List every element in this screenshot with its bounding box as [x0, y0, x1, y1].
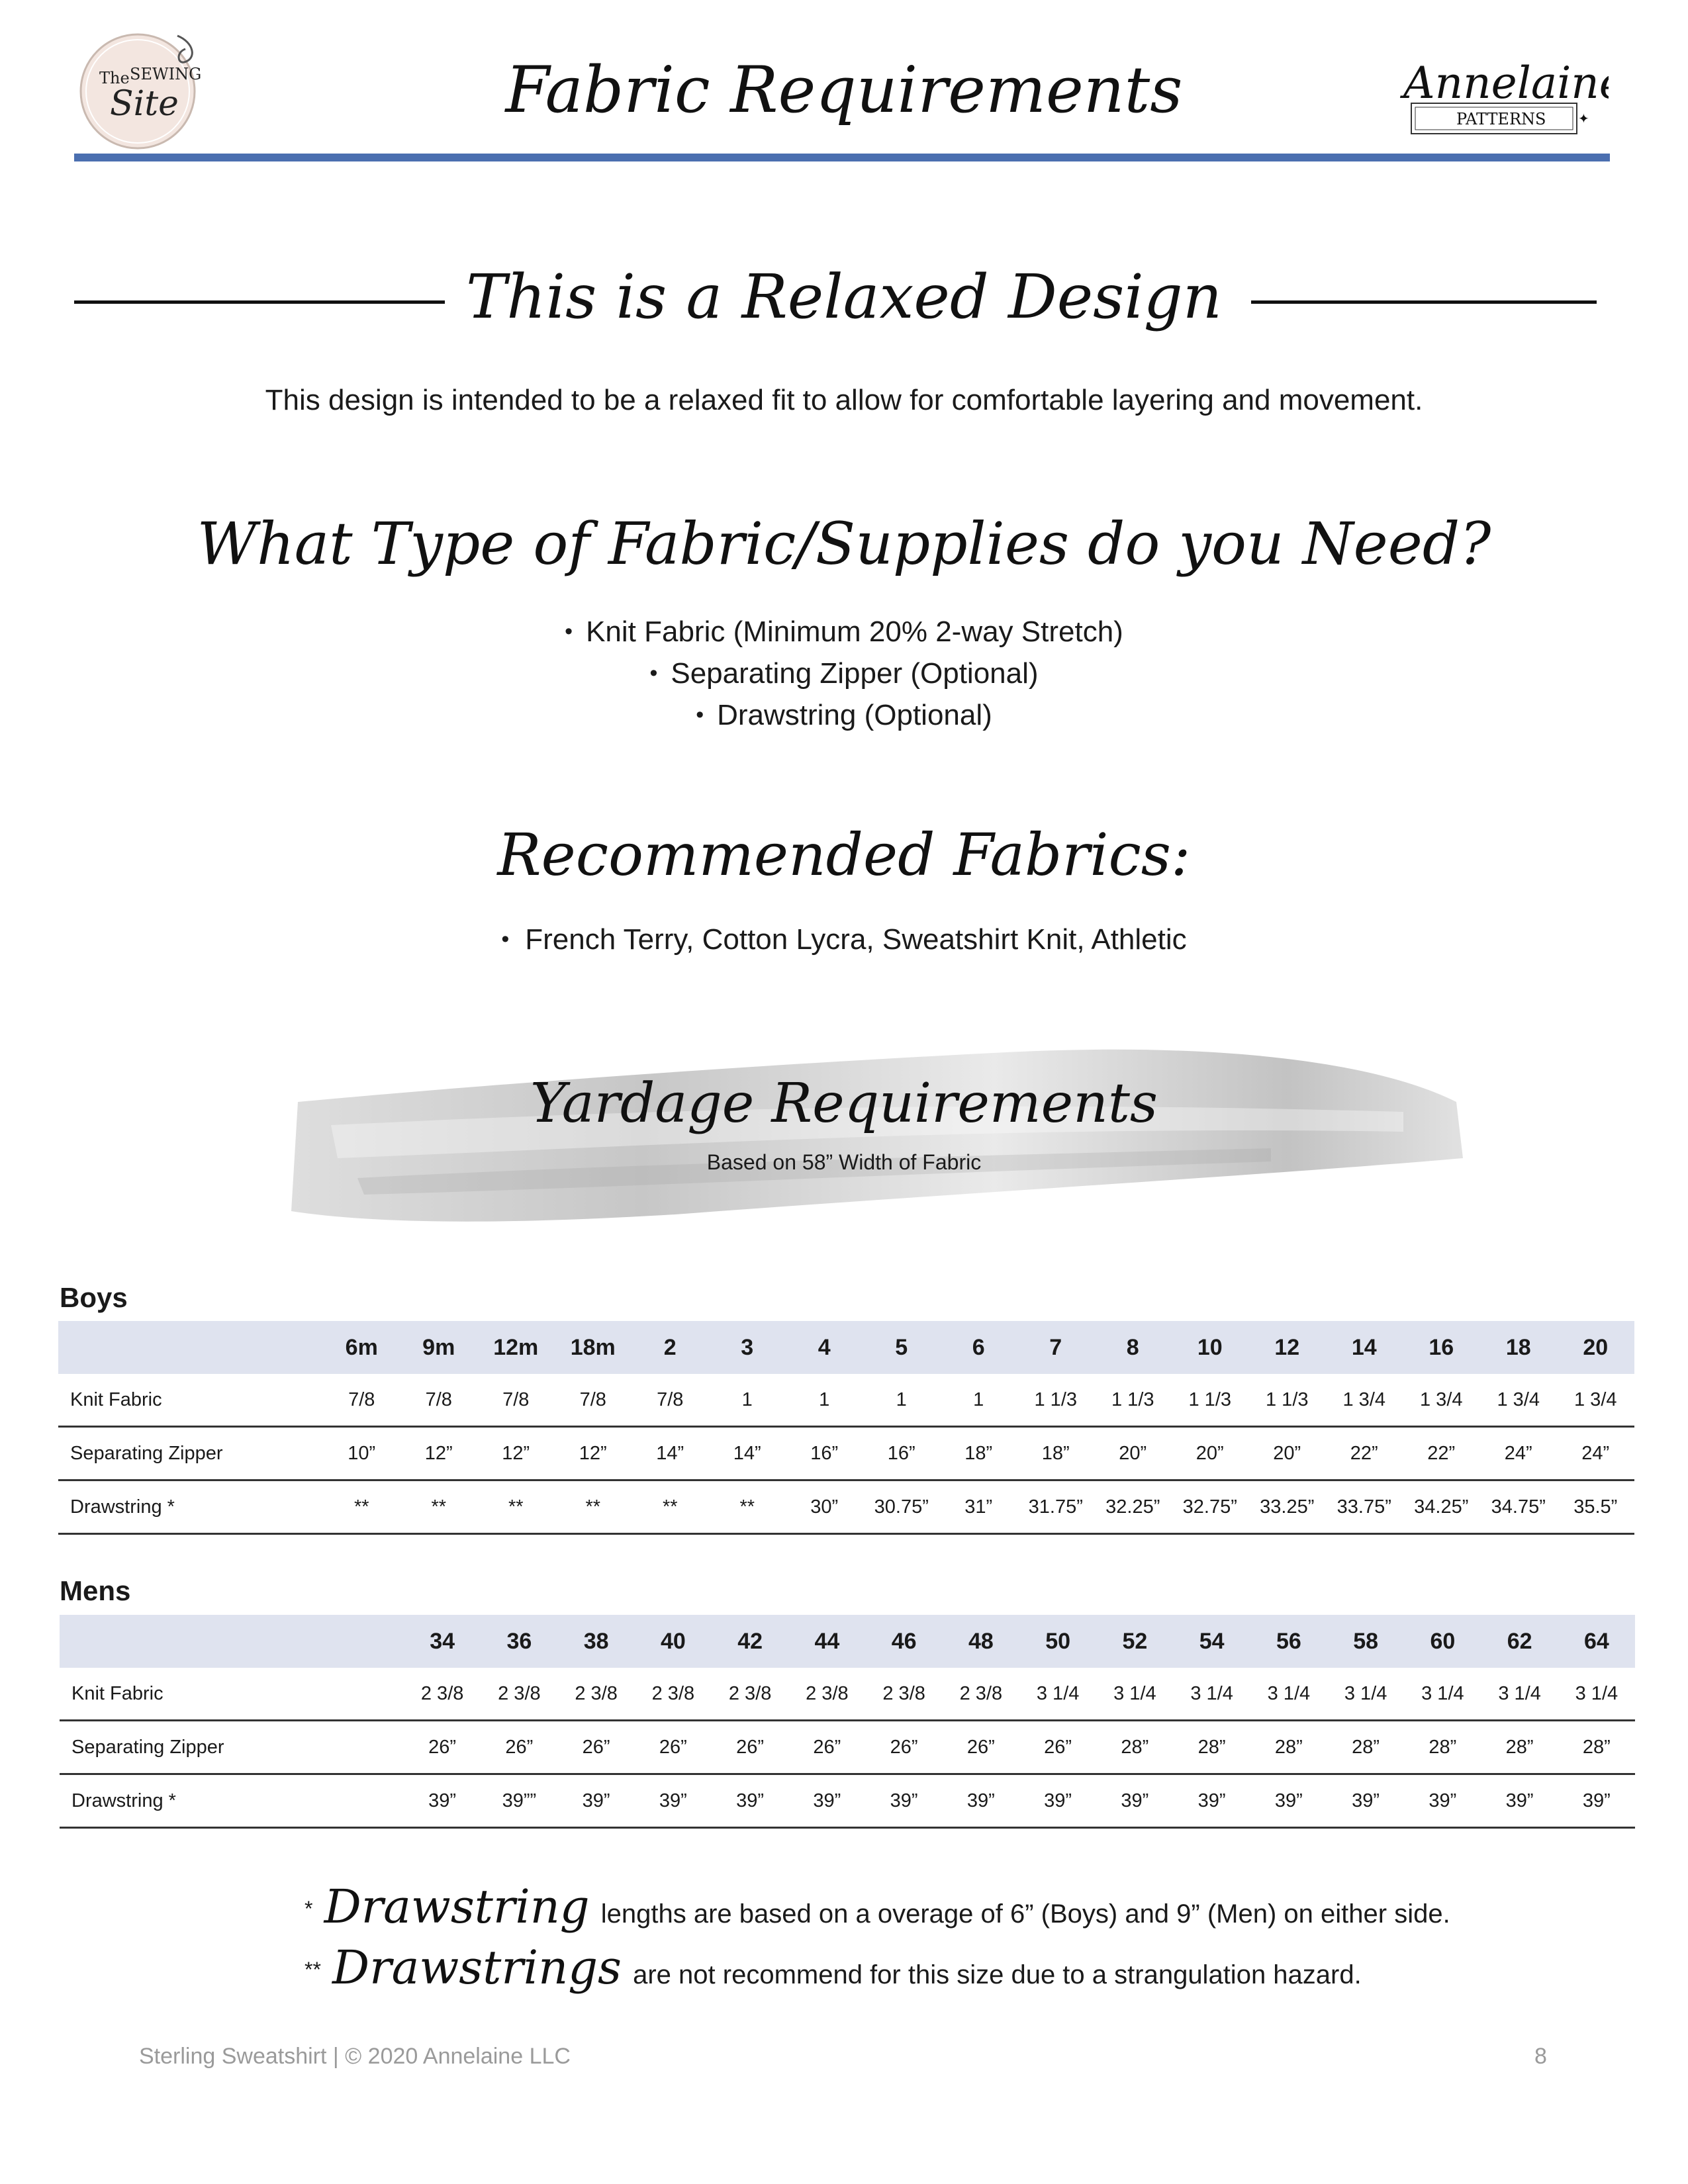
table-cell: 32.25” — [1094, 1480, 1172, 1534]
table-cell: 39”” — [481, 1774, 557, 1828]
annelaine-patterns-logo — [1397, 40, 1609, 139]
relaxed-design-description: This design is intended to be a relaxed fit to allow for comfortable layering and movement. — [265, 384, 1423, 416]
size-header: 6 — [940, 1321, 1017, 1374]
table-cell: 16” — [786, 1427, 863, 1480]
list-item: • Knit Fabric (Minimum 20% 2-way Stretch) — [0, 612, 1688, 654]
size-header: 12m — [477, 1321, 555, 1374]
table-cell: 2 3/8 — [404, 1668, 481, 1721]
table-row — [60, 1721, 1635, 1774]
table-cell: 7/8 — [400, 1374, 478, 1427]
size-header: 50 — [1019, 1615, 1096, 1668]
row-label: Drawstring * — [60, 1774, 404, 1828]
divider-right — [1251, 300, 1597, 304]
table-row — [60, 1774, 1635, 1828]
size-header: 60 — [1404, 1615, 1481, 1668]
table-cell: 7/8 — [477, 1374, 555, 1427]
size-header: 8 — [1094, 1321, 1172, 1374]
logo-the: The — [99, 69, 130, 87]
table-cell: 12” — [477, 1427, 555, 1480]
row-label: Drawstring * — [58, 1480, 323, 1534]
table-cell: 2 3/8 — [558, 1668, 635, 1721]
relaxed-design-heading: This is a Relaxed Design — [466, 261, 1222, 332]
header-blank — [58, 1321, 323, 1374]
table-cell: 1 3/4 — [1326, 1374, 1403, 1427]
table-cell: 24” — [1557, 1427, 1634, 1480]
table-row — [58, 1374, 1634, 1427]
supplies-heading: What Type of Fabric/Supplies do you Need? — [197, 510, 1491, 578]
size-header: 14 — [1326, 1321, 1403, 1374]
table-cell: 3 1/4 — [1250, 1668, 1327, 1721]
table-cell: 30.75” — [863, 1480, 941, 1534]
table-cell: 22” — [1326, 1427, 1403, 1480]
table-cell: 39” — [1174, 1774, 1250, 1828]
table-header-row — [60, 1615, 1635, 1668]
note-text: are not recommend for this size due to a strangulation hazard. — [633, 1960, 1362, 1989]
size-header: 12 — [1248, 1321, 1326, 1374]
size-header: 52 — [1096, 1615, 1173, 1668]
yardage-subtitle: Based on 58” Width of Fabric — [706, 1150, 982, 1174]
size-header: 62 — [1481, 1615, 1558, 1668]
logo-patterns: PATTERNS — [1456, 110, 1546, 128]
table-cell: 10” — [323, 1427, 400, 1480]
divider-left — [74, 300, 445, 304]
size-header: 48 — [943, 1615, 1019, 1668]
table-cell: 26” — [404, 1721, 481, 1774]
table-cell: 20” — [1172, 1427, 1249, 1480]
table-cell: 2 3/8 — [481, 1668, 557, 1721]
size-header: 7 — [1017, 1321, 1095, 1374]
table-cell: 18” — [1017, 1427, 1095, 1480]
logo-annelaine: Annelaine — [1403, 58, 1609, 109]
table-cell: 16” — [863, 1427, 941, 1480]
table-cell: 3 1/4 — [1327, 1668, 1404, 1721]
table-cell: 39” — [1481, 1774, 1558, 1828]
table-cell: 26” — [866, 1721, 943, 1774]
table-cell: 39” — [1019, 1774, 1096, 1828]
boys-yardage-table — [58, 1321, 1634, 1535]
size-header: 38 — [558, 1615, 635, 1668]
table-cell: ** — [632, 1480, 709, 1534]
size-header: 4 — [786, 1321, 863, 1374]
size-header: 42 — [712, 1615, 788, 1668]
table-cell: 2 3/8 — [943, 1668, 1019, 1721]
size-header: 16 — [1403, 1321, 1480, 1374]
table-cell: 39” — [558, 1774, 635, 1828]
table-cell: 2 3/8 — [712, 1668, 788, 1721]
table-cell: 3 1/4 — [1558, 1668, 1635, 1721]
size-header: 5 — [863, 1321, 941, 1374]
table-cell: 7/8 — [555, 1374, 632, 1427]
size-header: 6m — [323, 1321, 400, 1374]
table-cell: 26” — [943, 1721, 1019, 1774]
table-cell: 18” — [940, 1427, 1017, 1480]
table-cell: 2 3/8 — [788, 1668, 865, 1721]
list-item: • French Terry, Cotton Lycra, Sweatshirt Knit, Athletic — [501, 923, 1186, 956]
table-cell: 26” — [481, 1721, 557, 1774]
table-cell: 39” — [788, 1774, 865, 1828]
table-cell: 26” — [1019, 1721, 1096, 1774]
table-cell: 26” — [635, 1721, 712, 1774]
drawstring-note-2 — [305, 1940, 1362, 1995]
table-cell: 34.75” — [1480, 1480, 1558, 1534]
table-cell: 12” — [400, 1427, 478, 1480]
table-cell: 2 3/8 — [866, 1668, 943, 1721]
table-cell: 33.25” — [1248, 1480, 1326, 1534]
table-cell: 1 — [863, 1374, 941, 1427]
table-row — [58, 1427, 1634, 1480]
logo-sewing: SEWING — [130, 65, 202, 83]
note-script-word: Drawstring — [324, 1880, 590, 1934]
svg-text:✦: ✦ — [1578, 111, 1589, 126]
table-cell: 39” — [866, 1774, 943, 1828]
table-cell: ** — [323, 1480, 400, 1534]
table-cell: 26” — [558, 1721, 635, 1774]
table-cell: 39” — [1327, 1774, 1404, 1828]
size-header: 64 — [1558, 1615, 1635, 1668]
table-cell: 28” — [1250, 1721, 1327, 1774]
table-cell: 1 1/3 — [1017, 1374, 1095, 1427]
page-number: 8 — [1534, 2044, 1547, 2069]
logo-site: Site — [110, 84, 179, 124]
table-cell: 39” — [1096, 1774, 1173, 1828]
table-cell: 39” — [1404, 1774, 1481, 1828]
note-text: lengths are based on a overage of 6” (Boys) and 9” (Men) on either side. — [600, 1899, 1450, 1929]
table-cell: 28” — [1096, 1721, 1173, 1774]
size-header: 18m — [555, 1321, 632, 1374]
table-cell: 26” — [712, 1721, 788, 1774]
table-cell: 39” — [1558, 1774, 1635, 1828]
table-cell: 1 3/4 — [1480, 1374, 1558, 1427]
table-cell: ** — [709, 1480, 786, 1534]
table-cell: ** — [477, 1480, 555, 1534]
table-cell: ** — [555, 1480, 632, 1534]
table-cell: 34.25” — [1403, 1480, 1480, 1534]
size-header: 56 — [1250, 1615, 1327, 1668]
size-header: 46 — [866, 1615, 943, 1668]
table-row — [58, 1480, 1634, 1534]
mens-yardage-table — [60, 1615, 1635, 1829]
table-cell: 3 1/4 — [1096, 1668, 1173, 1721]
table-cell: 1 — [709, 1374, 786, 1427]
table-cell: 28” — [1404, 1721, 1481, 1774]
supplies-list — [0, 612, 1688, 737]
drawstring-note-1 — [305, 1880, 1450, 1934]
table-cell: 14” — [709, 1427, 786, 1480]
table-cell: 2 3/8 — [635, 1668, 712, 1721]
table-cell: 32.75” — [1172, 1480, 1249, 1534]
size-header: 34 — [404, 1615, 481, 1668]
table-cell: 3 1/4 — [1404, 1668, 1481, 1721]
note-stars: ** — [305, 1958, 321, 1981]
table-cell: 28” — [1481, 1721, 1558, 1774]
table-cell: 39” — [635, 1774, 712, 1828]
table-cell: ** — [400, 1480, 478, 1534]
header-divider — [74, 154, 1610, 161]
list-item: • Separating Zipper (Optional) — [0, 654, 1688, 696]
size-header: 36 — [481, 1615, 557, 1668]
table-cell: 1 1/3 — [1094, 1374, 1172, 1427]
table-cell: 14” — [632, 1427, 709, 1480]
row-label: Knit Fabric — [58, 1374, 323, 1427]
table-cell: 28” — [1327, 1721, 1404, 1774]
table-cell: 12” — [555, 1427, 632, 1480]
size-header: 20 — [1557, 1321, 1634, 1374]
table-cell: 35.5” — [1557, 1480, 1634, 1534]
table-cell: 20” — [1094, 1427, 1172, 1480]
table-cell: 1 — [786, 1374, 863, 1427]
size-header: 44 — [788, 1615, 865, 1668]
table-row — [60, 1668, 1635, 1721]
table-cell: 3 1/4 — [1019, 1668, 1096, 1721]
row-label: Separating Zipper — [58, 1427, 323, 1480]
table-cell: 1 1/3 — [1248, 1374, 1326, 1427]
table-cell: 39” — [1250, 1774, 1327, 1828]
table-cell: 1 3/4 — [1557, 1374, 1634, 1427]
note-stars: * — [305, 1897, 313, 1921]
size-header: 58 — [1327, 1615, 1404, 1668]
table-cell: 26” — [788, 1721, 865, 1774]
size-header: 3 — [709, 1321, 786, 1374]
boys-label: Boys — [60, 1282, 128, 1313]
mens-label: Mens — [60, 1575, 131, 1606]
recommended-list — [0, 923, 1688, 956]
size-header: 18 — [1480, 1321, 1558, 1374]
table-cell: 7/8 — [632, 1374, 709, 1427]
table-cell: 39” — [404, 1774, 481, 1828]
row-label: Separating Zipper — [60, 1721, 404, 1774]
table-cell: 33.75” — [1326, 1480, 1403, 1534]
size-header: 40 — [635, 1615, 712, 1668]
table-cell: 20” — [1248, 1427, 1326, 1480]
list-item: • Drawstring (Optional) — [0, 696, 1688, 737]
recommended-heading: Recommended Fabrics: — [497, 821, 1191, 889]
table-cell: 1 — [940, 1374, 1017, 1427]
header-blank — [60, 1615, 404, 1668]
table-cell: 28” — [1558, 1721, 1635, 1774]
note-script-word: Drawstrings — [332, 1940, 622, 1995]
table-cell: 39” — [712, 1774, 788, 1828]
table-cell: 31.75” — [1017, 1480, 1095, 1534]
sewing-site-logo — [71, 23, 204, 155]
row-label: Knit Fabric — [60, 1668, 404, 1721]
size-header: 10 — [1172, 1321, 1249, 1374]
table-header-row — [58, 1321, 1634, 1374]
table-cell: 3 1/4 — [1174, 1668, 1250, 1721]
size-header: 54 — [1174, 1615, 1250, 1668]
table-cell: 22” — [1403, 1427, 1480, 1480]
size-header: 2 — [632, 1321, 709, 1374]
table-cell: 1 3/4 — [1403, 1374, 1480, 1427]
table-cell: 28” — [1174, 1721, 1250, 1774]
table-cell: 7/8 — [323, 1374, 400, 1427]
yardage-heading: Yardage Requirements — [530, 1072, 1158, 1135]
page-title: Fabric Requirements — [505, 53, 1183, 127]
footer-copyright: Sterling Sweatshirt | © 2020 Annelaine LLC — [139, 2044, 571, 2069]
table-cell: 39” — [943, 1774, 1019, 1828]
size-header: 9m — [400, 1321, 478, 1374]
table-cell: 31” — [940, 1480, 1017, 1534]
table-cell: 24” — [1480, 1427, 1558, 1480]
table-cell: 1 1/3 — [1172, 1374, 1249, 1427]
table-cell: 30” — [786, 1480, 863, 1534]
table-cell: 3 1/4 — [1481, 1668, 1558, 1721]
